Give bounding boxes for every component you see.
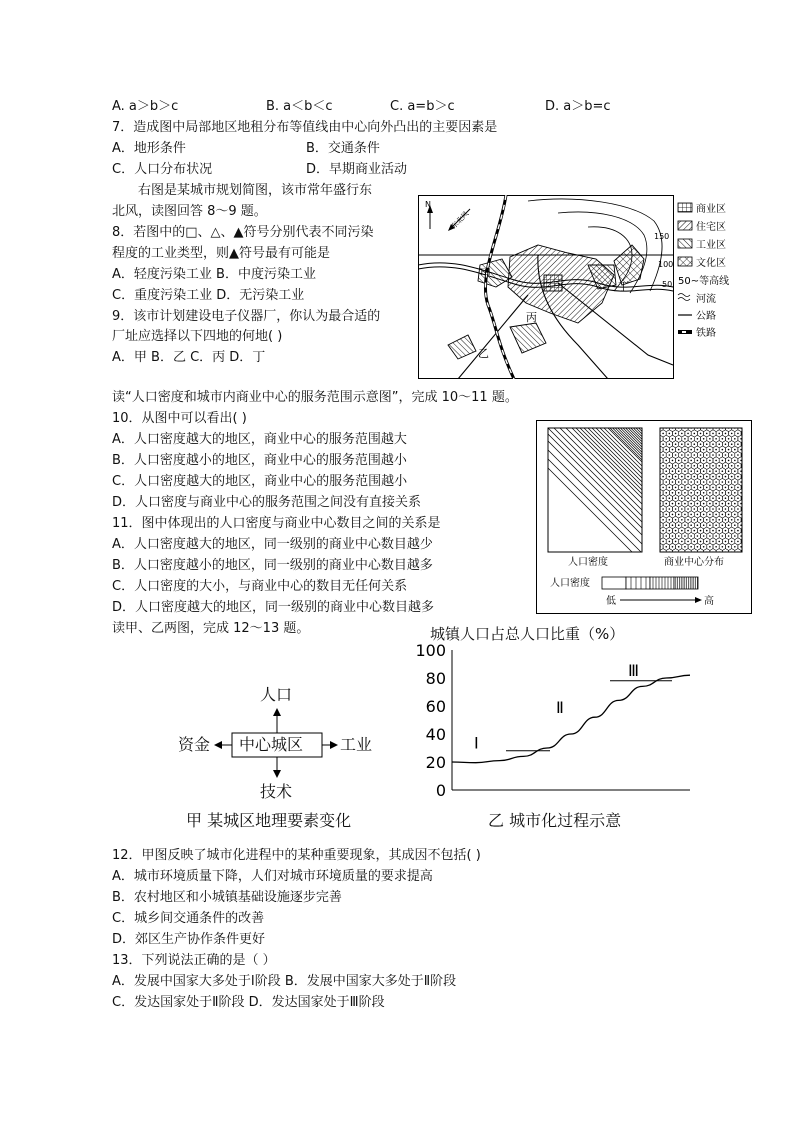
y-tick-label: 20 xyxy=(425,753,446,772)
q12-option-c: C．城乡间交通条件的改善 xyxy=(112,911,265,926)
map-legend xyxy=(678,202,729,339)
density-legend-high: 高 xyxy=(704,596,714,607)
place-ding: 丁 xyxy=(618,280,629,293)
urbanization-curve xyxy=(452,675,690,763)
q9-line1: 9．该市计划建设电子仪器厂，你认为最合适的 xyxy=(112,309,381,324)
q13-stem: 13．下列说法正确的是（ ） xyxy=(112,953,276,968)
y-tick-label: 80 xyxy=(425,669,446,688)
q7-stem: 7．造成图中局部地区地租分布等值线由中心向外凸出的主要因素是 xyxy=(112,120,498,135)
q6-option-c: C. a=b＞c xyxy=(390,99,455,114)
commercial-zone xyxy=(544,275,562,291)
q10-option-d: D．人口密度与商业中心的服务范围之间没有直接关系 xyxy=(112,495,422,510)
y-tick-label: 40 xyxy=(425,725,446,744)
density-legend-low: 低 xyxy=(606,596,616,607)
place-bing: 丙 xyxy=(526,311,537,324)
q12-stem: 12．甲图反映了城市化进程中的某种重要现象，其成因不包括( ) xyxy=(112,848,481,863)
intro-8-9-line2: 北风，读图回答 8～9 题。 xyxy=(112,204,267,219)
density-legend-label: 人口密度 xyxy=(550,578,590,589)
q8-options-cd: C．重度污染工业 D．无污染工业 xyxy=(112,288,305,303)
q6-option-a: A. a＞b＞c xyxy=(112,99,179,114)
q7-option-a: A．地形条件 xyxy=(112,141,186,156)
q11-option-b: B．人口密度越小的地区，同一级别的商业中心数目越多 xyxy=(112,558,433,573)
intro-12-13: 读甲、乙两图，完成 12～13 题。 xyxy=(112,621,310,636)
density-legend-scale xyxy=(602,577,698,589)
chart-caption: 乙 城市化过程示意 xyxy=(488,811,622,830)
q12-option-d: D．郊区生产协作条件更好 xyxy=(112,932,266,947)
q10-option-c: C．人口密度越大的地区，商业中心的服务范围越小 xyxy=(112,474,408,489)
center-label: 中心城区 xyxy=(239,735,304,754)
legend-commercial: 商业区 xyxy=(696,204,726,215)
q11-option-a: A．人口密度越大的地区，同一级别的商业中心数目越少 xyxy=(112,537,433,552)
place-yi: 乙 xyxy=(478,347,489,360)
place-jia: 甲 xyxy=(480,267,491,280)
q8-line2: 程度的工业类型，则▲符号最有可能是 xyxy=(112,246,330,261)
q11-option-d: D．人口密度越大的地区，同一级别的商业中心数目越多 xyxy=(112,600,435,615)
intro-8-9-line1: 右图是某城市规划简图，该市常年盛行东 xyxy=(138,183,373,198)
q10-option-a: A．人口密度越大的地区，商业中心的服务范围越大 xyxy=(112,432,407,447)
q8-line1: 8．若图中的□、△、▲符号分别代表不同污染 xyxy=(112,225,374,240)
urbanization-chart xyxy=(410,642,700,806)
q13-options-cd: C．发达国家处于Ⅱ阶段 D．发达国家处于Ⅲ阶段 xyxy=(112,995,385,1010)
chart-title: 城镇人口占总人口比重（%） xyxy=(430,625,625,643)
legend-road: 公路 xyxy=(696,311,716,322)
y-tick-label: 60 xyxy=(425,697,446,716)
legend-cultural: 文化区 xyxy=(696,258,726,269)
q6-option-d: D. a＞b=c xyxy=(545,99,611,114)
density-panel-label: 人口密度 xyxy=(568,557,608,568)
q8-options-ab: A．轻度污染工业 B．中度污染工业 xyxy=(112,267,316,282)
q10-stem: 10．从图中可以看出( ) xyxy=(112,411,247,426)
factor-industry: 工业 xyxy=(340,735,373,754)
q9-line2: 厂址应选择以下四地的何地( ) xyxy=(112,329,283,344)
q6-option-b: B. a＜b＜c xyxy=(266,99,333,114)
stage-label: Ⅲ xyxy=(628,661,640,680)
q7-option-c: C．人口分布状况 xyxy=(112,162,213,177)
legend-contour: 50~等高线 xyxy=(678,276,730,287)
q13-options-ab: A．发展中国家大多处于Ⅰ阶段 B．发展中国家大多处于Ⅱ阶段 xyxy=(112,974,457,989)
q12-option-b: B．农村地区和小城镇基础设施逐步完善 xyxy=(112,890,342,905)
factor-technology: 技术 xyxy=(260,782,293,801)
wind-label: 东北风 xyxy=(449,209,471,231)
q9-options: A．甲 B．乙 C．丙 D．丁 xyxy=(112,350,266,365)
density-commerce-figure xyxy=(536,420,752,614)
q12-option-a: A．城市环境质量下降，人们对城市环境质量的要求提高 xyxy=(112,869,433,884)
commerce-panel-label: 商业中心分布 xyxy=(664,557,724,568)
factor-population: 人口 xyxy=(260,685,293,704)
y-tick-label: 0 xyxy=(435,781,446,800)
legend-residential: 住宅区 xyxy=(696,222,726,233)
q10-option-b: B．人口密度越小的地区，商业中心的服务范围越小 xyxy=(112,453,407,468)
contour-label-100: 100 xyxy=(658,260,674,269)
figure-jia-caption: 甲 某城区地理要素变化 xyxy=(186,811,352,830)
legend-railway: 铁路 xyxy=(696,328,716,339)
intro-10-11: 读“人口密度和城市内商业中心的服务范围示意图”，完成 10～11 题。 xyxy=(112,390,518,405)
legend-river: 河流 xyxy=(696,294,716,305)
city-plan-map xyxy=(418,195,744,379)
stage-label: Ⅰ xyxy=(474,733,479,753)
q7-option-d: D．早期商业活动 xyxy=(306,162,408,177)
north-label: N xyxy=(425,200,431,209)
q11-option-c: C．人口密度的大小，与商业中心的数目无任何关系 xyxy=(112,579,408,594)
contour-label-50: 50 xyxy=(662,280,673,289)
q11-stem: 11．图中体现出的人口密度与商业中心数目之间的关系是 xyxy=(112,516,441,531)
q7-option-b: B．交通条件 xyxy=(306,141,380,156)
contour-label-150: 150 xyxy=(654,232,670,241)
factor-capital: 资金 xyxy=(178,735,211,754)
legend-industrial: 工业区 xyxy=(696,240,726,251)
stage-label: Ⅱ xyxy=(556,697,564,717)
y-tick-label: 100 xyxy=(415,642,446,660)
